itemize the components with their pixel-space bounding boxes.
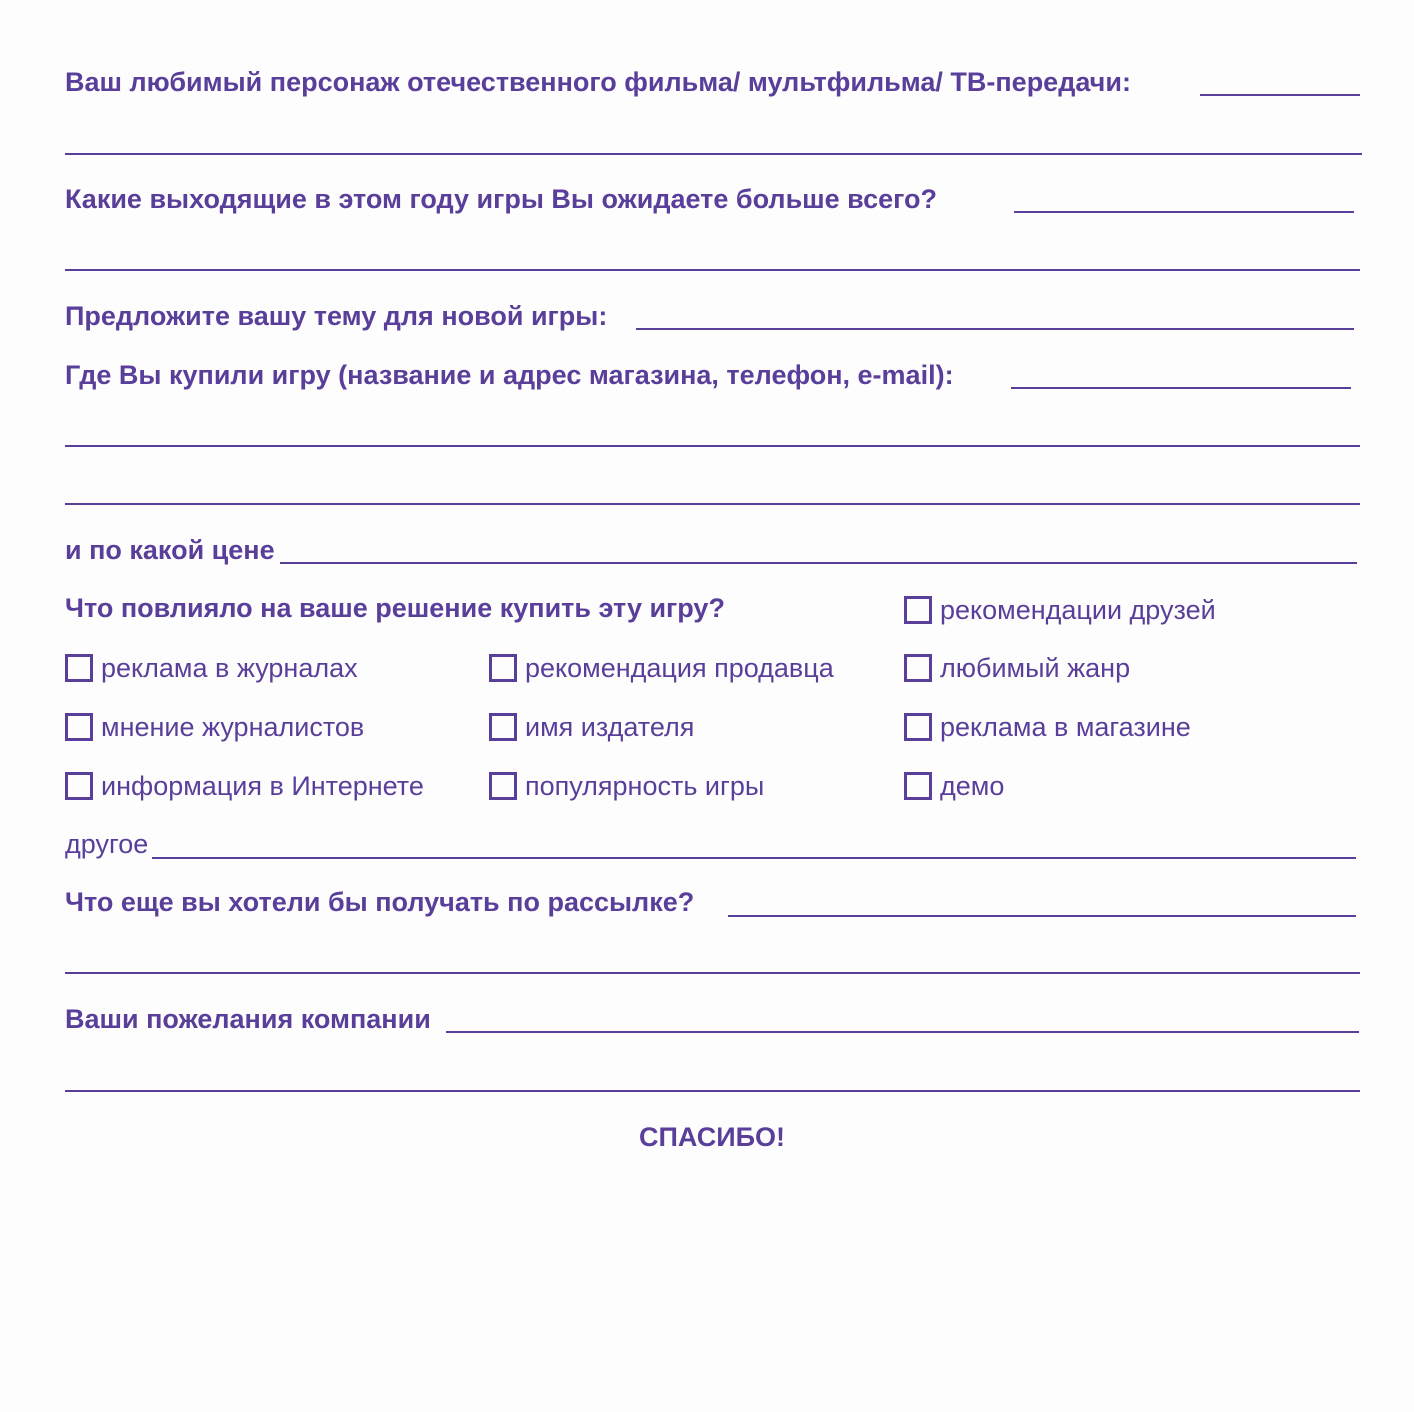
option-seller-recommendation[interactable] [489,652,834,684]
answer-line-mailing-2[interactable] [65,972,1360,974]
thanks-text: СПАСИБО! [638,1122,786,1152]
option-label: демо [940,771,1005,801]
question-where-bought: Где Вы купили игру (название и адрес магазина, телефон, e-mail): [65,360,954,390]
option-label: мнение журналистов [101,712,365,742]
answer-line-expected-games[interactable] [1014,211,1354,213]
question-price: и по какой цене [65,535,275,565]
checkbox[interactable] [904,596,932,624]
option-label: популярность игры [525,771,765,801]
checkbox[interactable] [489,772,517,800]
answer-line-wishes[interactable] [446,1031,1359,1033]
checkbox[interactable] [904,713,932,741]
answer-line-character-2[interactable] [65,153,1362,155]
answer-line-where-bought-2[interactable] [65,445,1360,447]
option-magazine-ads[interactable] [65,652,358,684]
question-mailing: Что еще вы хотели бы получать по рассылке? [65,887,695,917]
option-label: рекомендации друзей [940,595,1216,625]
answer-line-other[interactable] [152,857,1356,859]
checkbox[interactable] [904,654,932,682]
answer-line-wishes-2[interactable] [65,1090,1360,1092]
option-publisher-name[interactable] [489,711,694,743]
option-game-popularity[interactable] [489,770,764,802]
answer-line-where-bought-3[interactable] [65,503,1360,505]
answer-line-character[interactable] [1200,94,1360,96]
option-label: рекомендация продавца [525,653,834,683]
checkbox[interactable] [65,772,93,800]
answer-line-price[interactable] [280,562,1357,564]
answer-line-where-bought[interactable] [1011,387,1351,389]
checkbox[interactable] [65,713,93,741]
option-label: информация в Интернете [101,771,424,801]
option-store-ads[interactable] [904,711,1191,743]
option-favorite-genre[interactable] [904,652,1130,684]
checkbox[interactable] [65,654,93,682]
option-label: любимый жанр [940,653,1131,683]
answer-line-new-theme[interactable] [636,328,1354,330]
answer-line-expected-games-2[interactable] [65,269,1360,271]
option-label: имя издателя [525,712,695,742]
question-influence: Что повлияло на ваше решение купить эту игру? [65,593,725,623]
option-label: реклама в журналах [101,653,358,683]
question-favorite-character: Ваш любимый персонаж отечественного фильма/ мультфильма/ ТВ-передачи: [65,67,1131,97]
checkbox[interactable] [489,713,517,741]
answer-line-mailing[interactable] [728,915,1356,917]
checkbox[interactable] [904,772,932,800]
option-demo[interactable] [904,770,1004,802]
question-expected-games: Какие выходящие в этом году игры Вы ожидаете больше всего? [65,184,938,214]
other-label: другое [65,829,149,859]
option-internet-info[interactable] [65,770,424,802]
question-wishes: Ваши пожелания компании [65,1004,431,1034]
option-friends-recommendation[interactable] [904,594,1216,626]
checkbox[interactable] [489,654,517,682]
question-new-theme: Предложите вашу тему для новой игры: [65,301,608,331]
option-journalists-opinion[interactable] [65,711,364,743]
option-label: реклама в магазине [940,712,1191,742]
